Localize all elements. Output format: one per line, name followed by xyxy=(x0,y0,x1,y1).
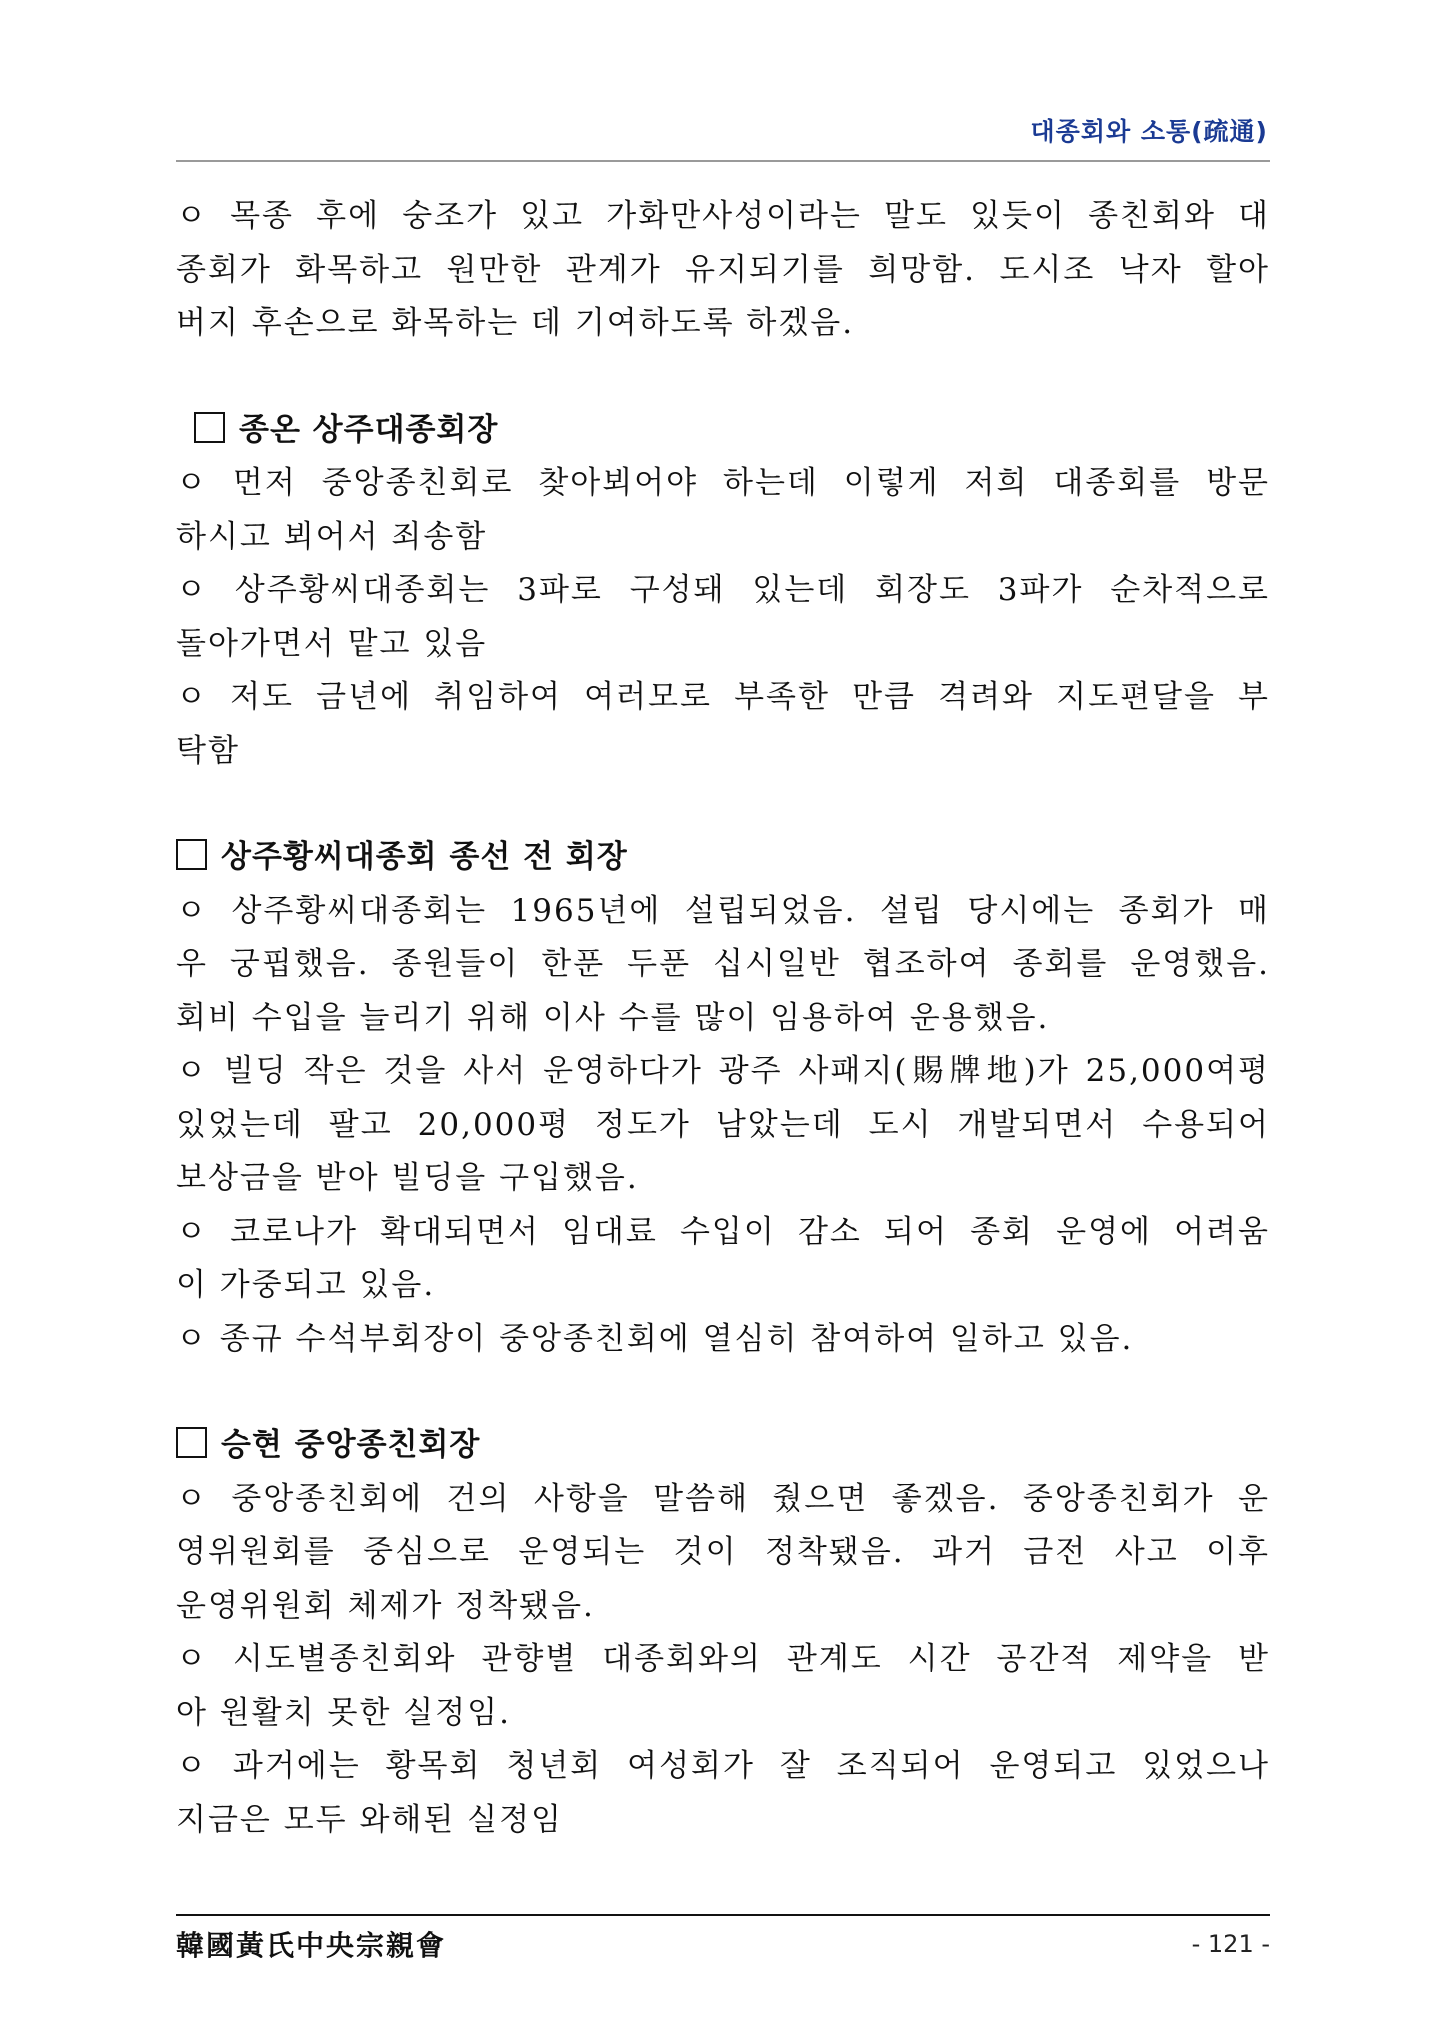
section-line: ㅇ 과거에는 황목회 청년회 여성회가 잘 조직되어 운영되고 있었으나 xyxy=(176,1748,1270,1784)
section-line: ㅇ 중앙종친회에 건의 사항을 말씀해 줬으면 좋겠음. 중앙종친회가 운 xyxy=(176,1480,1270,1517)
section-line: 보상금을 받아 빌딩을 구입했음. xyxy=(176,1160,639,1196)
publisher-name: 韓國黃氏中央宗親會 xyxy=(176,1929,447,1962)
section-line: ㅇ 상주황씨대종회는 1965년에 설립되었음. 설립 당시에는 종회가 매 xyxy=(176,892,1270,929)
section-line: ㅇ 상주황씨대종회는 3파로 구성돼 있는데 회장도 3파가 순차적으로 xyxy=(176,572,1270,608)
section-line: 이 가중되고 있음. xyxy=(176,1267,436,1303)
intro-line: 버지 후손으로 화목하는 데 기여하도록 하겠음. xyxy=(176,305,855,341)
footer-rule xyxy=(176,1914,1270,1916)
intro-line: ㅇ 목종 후에 숭조가 있고 가화만사성이라는 말도 있듯이 종친회와 대 xyxy=(176,198,1270,234)
section-line: ㅇ 먼저 중앙종친회로 찾아뵈어야 하는데 이렇게 저희 대종회를 방문 xyxy=(176,465,1270,501)
section-heading xyxy=(176,404,1270,458)
section-line: 아 원활치 못한 실정임. xyxy=(176,1694,511,1731)
section-line: ㅇ 종규 수석부회장이 중앙종친회에 열심히 참여하여 일하고 있음. xyxy=(176,1320,1134,1357)
checkbox-square-icon xyxy=(194,412,225,443)
page-header-title: 대종회와 소통(疏通) xyxy=(1030,117,1268,146)
section-line: 돌아가면서 맡고 있음 xyxy=(176,625,488,662)
section-line: 지금은 모두 와해된 실정임 xyxy=(176,1801,563,1838)
section-line: ㅇ 시도별종친회와 관향별 대종회와의 관계도 시간 공간적 제약을 받 xyxy=(176,1641,1270,1677)
intro-line: 종회가 화목하고 원만한 관계가 유지되기를 희망함. 도시조 낙자 할아 xyxy=(176,251,1270,288)
section-heading-text: 상주황씨대종회 종선 전 회장 xyxy=(221,839,628,875)
section-line: ㅇ 코로나가 확대되면서 임대료 수입이 감소 되어 종회 운영에 어려움 xyxy=(176,1213,1270,1250)
page-number: - 121 - xyxy=(1191,1930,1270,1958)
section-heading xyxy=(176,831,1270,885)
checkbox-square-icon xyxy=(176,839,207,870)
section-heading-text: 승현 중앙종친회장 xyxy=(221,1427,481,1463)
section-line: 우 궁핍했음. 종원들이 한푼 두푼 십시일반 협조하여 종회를 운영했음. xyxy=(176,946,1270,982)
section-heading xyxy=(176,1419,1270,1473)
checkbox-square-icon xyxy=(176,1427,207,1458)
section-line: 운영위원회 체제가 정착됐음. xyxy=(176,1587,595,1624)
section-line: ㅇ 빌딩 작은 것을 사서 운영하다가 광주 사패지(賜牌地)가 25,000여평 xyxy=(176,1053,1270,1089)
page-body xyxy=(176,190,1270,1847)
section-line: ㅇ 저도 금년에 취임하여 여러모로 부족한 만큼 격려와 지도편달을 부 xyxy=(176,679,1270,715)
section-line: 하시고 뵈어서 죄송함 xyxy=(176,518,488,555)
section-line: 영위원회를 중심으로 운영되는 것이 정착됐음. 과거 금전 사고 이후 xyxy=(176,1534,1270,1570)
header-rule xyxy=(176,160,1270,162)
section-line: 회비 수입을 늘리기 위해 이사 수를 많이 임용하여 운용했음. xyxy=(176,999,1050,1036)
section-line: 탁함 xyxy=(176,732,240,769)
section-heading-text: 종온 상주대종회장 xyxy=(239,411,499,448)
section-line: 있었는데 팔고 20,000평 정도가 남았는데 도시 개발되면서 수용되어 xyxy=(176,1106,1270,1143)
